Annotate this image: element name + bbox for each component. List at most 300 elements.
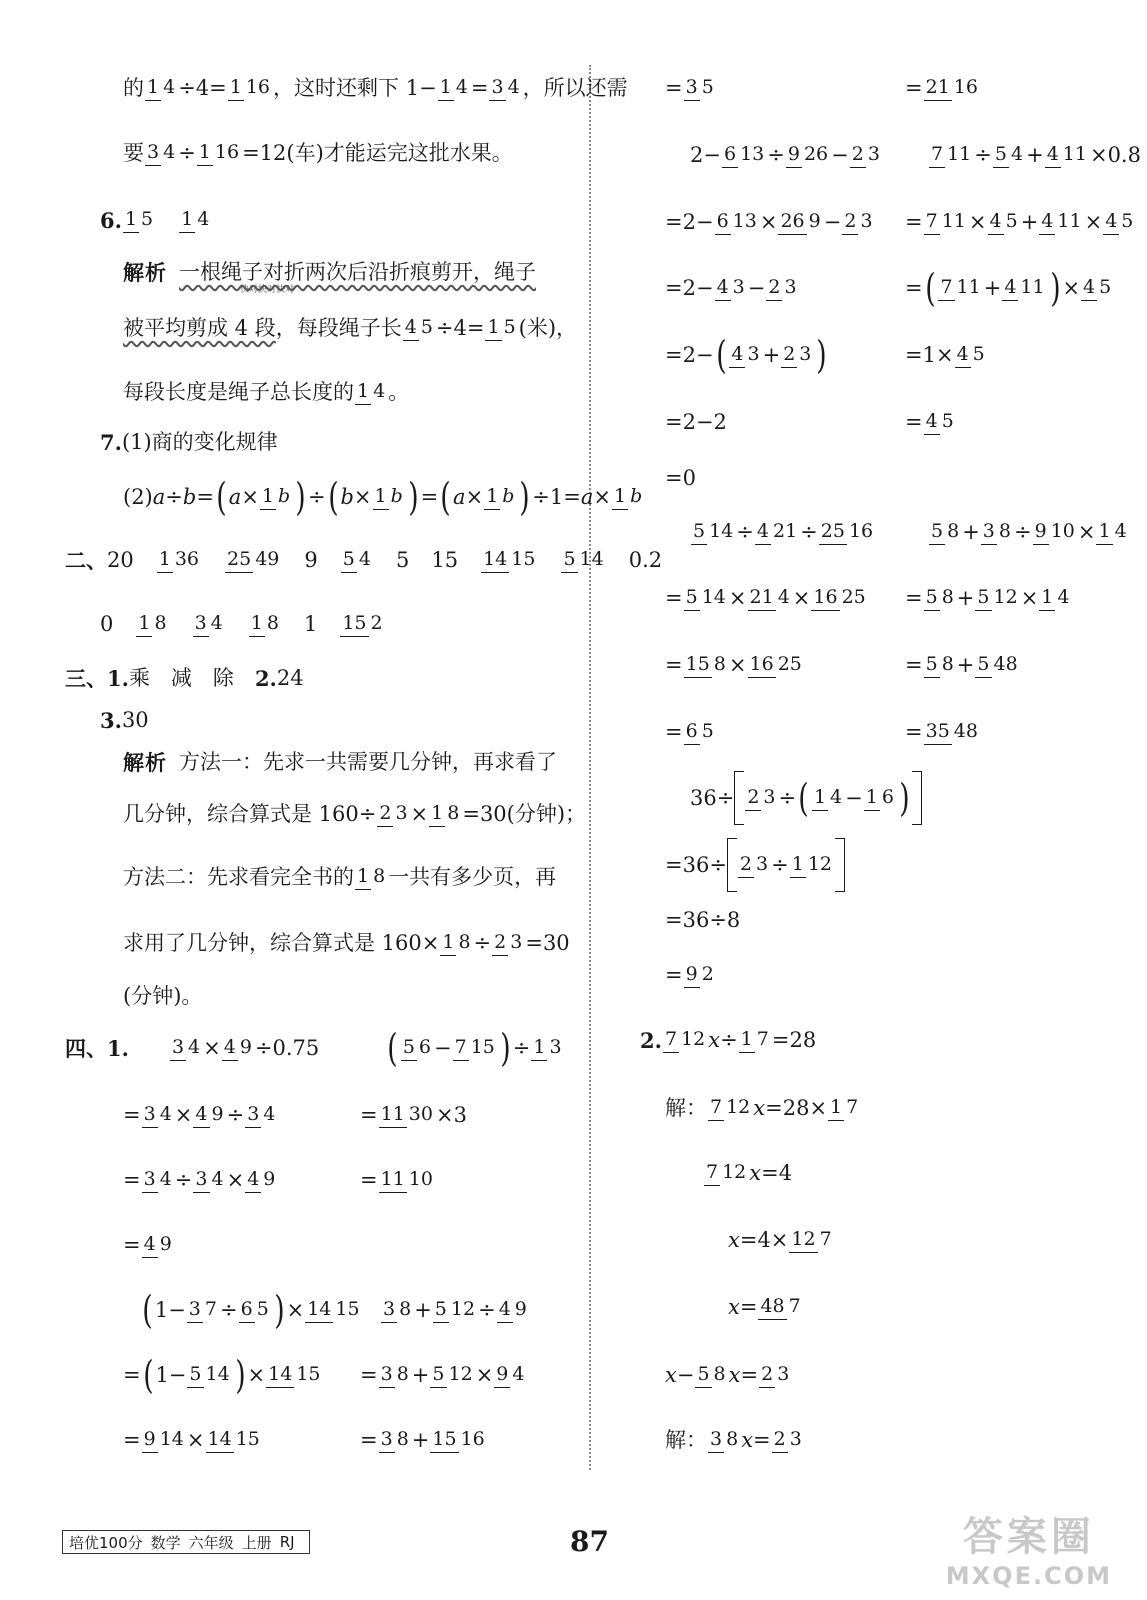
text-line bbox=[690, 510, 876, 554]
text-line bbox=[123, 855, 556, 899]
fraction bbox=[812, 788, 844, 808]
text-run: × bbox=[186, 1427, 205, 1452]
fraction-denominator: 4 bbox=[512, 1363, 525, 1386]
paren-open: ( bbox=[216, 475, 227, 519]
fraction-denominator: 3 bbox=[799, 343, 812, 366]
text-run: ÷ bbox=[226, 1102, 245, 1127]
fraction-numerator: 48 bbox=[758, 1295, 786, 1320]
fraction-numerator: 14 bbox=[481, 548, 509, 573]
text-line bbox=[665, 1418, 805, 1462]
bracket-open bbox=[727, 838, 737, 892]
fraction bbox=[715, 212, 759, 232]
fraction bbox=[430, 1430, 486, 1450]
fraction bbox=[924, 412, 956, 432]
fraction bbox=[403, 318, 435, 338]
fraction-denominator: 12 bbox=[726, 1096, 751, 1119]
fraction-denominator: 16 bbox=[848, 520, 874, 543]
text-run: × bbox=[968, 209, 987, 234]
text-line bbox=[665, 643, 805, 687]
fraction-numerator: 7 bbox=[663, 1028, 679, 1053]
fraction bbox=[373, 487, 405, 507]
text-run: 1− bbox=[155, 1362, 187, 1387]
text-run: =2− bbox=[665, 342, 714, 367]
text-run: × bbox=[759, 209, 778, 234]
item-number: 三、1. bbox=[65, 665, 129, 691]
fraction bbox=[738, 855, 770, 875]
text-run: ÷ bbox=[720, 1027, 738, 1052]
fraction-numerator: 5 bbox=[929, 520, 945, 545]
fraction-numerator: 5 bbox=[975, 586, 991, 611]
fraction-numerator: 9 bbox=[786, 143, 802, 168]
text-line bbox=[360, 1418, 488, 1462]
text-line bbox=[100, 420, 278, 464]
fraction-denominator: b bbox=[278, 485, 291, 508]
fraction-numerator: 4 bbox=[924, 410, 940, 435]
fraction-numerator: 1 bbox=[157, 548, 173, 573]
fraction-denominator: 14 bbox=[701, 586, 726, 609]
text-run: ÷4= bbox=[435, 315, 485, 340]
fraction bbox=[988, 212, 1020, 232]
fraction-numerator: 4 bbox=[142, 1233, 158, 1258]
text-run: =2−2 bbox=[665, 409, 727, 434]
text-run: + bbox=[411, 1427, 430, 1452]
fraction-numerator: 4 bbox=[1045, 143, 1061, 168]
fraction bbox=[1096, 522, 1128, 542]
variable: b bbox=[182, 484, 197, 509]
text-line bbox=[905, 333, 988, 377]
fraction-denominator: 3 bbox=[867, 143, 880, 166]
text-run: ÷ bbox=[736, 519, 754, 544]
text-run: =28 bbox=[771, 1027, 817, 1052]
text-run: = bbox=[665, 652, 683, 677]
fraction-denominator: 48 bbox=[953, 720, 978, 743]
text-run: =1× bbox=[905, 342, 954, 367]
fraction-numerator: 1 bbox=[136, 612, 152, 637]
fraction-denominator: 49 bbox=[255, 548, 280, 571]
fraction-denominator: 4 bbox=[197, 208, 210, 231]
text-line bbox=[640, 1018, 816, 1062]
fraction bbox=[975, 588, 1019, 608]
fraction-denominator: 36 bbox=[174, 548, 200, 571]
fraction-numerator: 12 bbox=[789, 1228, 817, 1253]
fraction-denominator: 4 bbox=[263, 1103, 276, 1126]
variable: x bbox=[749, 1160, 762, 1185]
text-line bbox=[905, 66, 981, 110]
fraction-denominator: 3 bbox=[789, 1428, 802, 1451]
text-run: 。 bbox=[388, 379, 410, 404]
fraction bbox=[929, 145, 973, 165]
variable: x bbox=[753, 1095, 766, 1120]
fraction-denominator: b bbox=[502, 485, 515, 508]
fraction-denominator: 25 bbox=[841, 586, 866, 609]
fraction-denominator: 48 bbox=[993, 653, 1018, 676]
text-line bbox=[100, 198, 212, 242]
fraction-denominator: 8 bbox=[399, 1298, 412, 1321]
fraction-numerator: 2 bbox=[842, 210, 858, 235]
fraction-numerator: 3 bbox=[145, 141, 161, 166]
text-run: 1 bbox=[303, 611, 318, 636]
fraction-denominator: 9 bbox=[808, 210, 821, 233]
fraction bbox=[193, 1170, 225, 1190]
page-number: 87 bbox=[570, 1525, 609, 1558]
text-run: = bbox=[360, 1167, 378, 1192]
fraction-numerator: 15 bbox=[684, 653, 712, 678]
text-run: =28× bbox=[765, 1095, 828, 1120]
fraction-denominator: 5 bbox=[256, 1298, 269, 1321]
fraction-denominator: 16 bbox=[953, 76, 978, 99]
variable: a bbox=[580, 484, 594, 509]
fraction-denominator: 16 bbox=[214, 141, 240, 164]
fraction bbox=[704, 1163, 748, 1183]
fraction bbox=[429, 804, 461, 824]
fraction-denominator: 15 bbox=[235, 1428, 260, 1451]
analysis-label: 解析 bbox=[123, 749, 167, 775]
paren-open: ( bbox=[440, 475, 451, 519]
column-divider bbox=[589, 65, 591, 1470]
text-line bbox=[665, 898, 740, 942]
fraction-numerator: 14 bbox=[266, 1363, 294, 1388]
fraction bbox=[789, 1230, 833, 1250]
text-run: + bbox=[762, 342, 781, 367]
fraction-denominator: 8 bbox=[713, 653, 726, 676]
text-run: =30 bbox=[525, 930, 570, 955]
fraction-numerator: 3 bbox=[708, 1428, 724, 1453]
fraction-numerator: 4 bbox=[1039, 210, 1055, 235]
text-line bbox=[123, 792, 586, 836]
fraction-numerator: 2 bbox=[745, 786, 761, 811]
variable: a bbox=[453, 484, 466, 509]
fraction-numerator: 5 bbox=[993, 143, 1009, 168]
fraction bbox=[850, 145, 882, 165]
fraction bbox=[453, 1038, 497, 1058]
fraction bbox=[142, 1235, 174, 1255]
fraction-numerator: 1 bbox=[145, 76, 161, 101]
text-run: + bbox=[411, 1362, 430, 1387]
text-line bbox=[123, 1353, 324, 1397]
text-run: × bbox=[475, 1362, 494, 1387]
text-run: 方法一：先求一共需要几分钟，再求看了 bbox=[179, 749, 557, 774]
text-line bbox=[123, 370, 409, 414]
fraction-numerator: 1 bbox=[790, 853, 806, 878]
fraction bbox=[260, 487, 292, 507]
overlay-watermark-text: 快对快对快对 bbox=[240, 285, 295, 295]
fraction-denominator: 14 bbox=[205, 1363, 230, 1386]
fraction bbox=[929, 522, 961, 542]
fraction bbox=[377, 804, 409, 824]
fraction-denominator: 12 bbox=[448, 1363, 473, 1386]
fraction-denominator: 5 bbox=[503, 316, 516, 339]
text-line bbox=[360, 1158, 436, 1202]
fraction-numerator: 1 bbox=[1039, 586, 1055, 611]
fraction bbox=[766, 278, 798, 298]
text-line bbox=[665, 1086, 861, 1130]
text-run: 0.2 bbox=[628, 547, 663, 572]
text-run: + bbox=[414, 1297, 432, 1322]
text-run: =30(分钟)； bbox=[462, 801, 587, 826]
fraction-numerator: 3 bbox=[684, 76, 700, 101]
fraction bbox=[1081, 278, 1113, 298]
fraction-denominator: 7 bbox=[819, 1228, 832, 1251]
fraction bbox=[684, 78, 716, 98]
paren-open: ( bbox=[387, 1026, 398, 1070]
fraction-denominator: 4 bbox=[159, 1103, 172, 1126]
fraction bbox=[206, 1430, 262, 1450]
fraction-numerator: 3 bbox=[170, 1036, 186, 1061]
fraction-numerator: 11 bbox=[379, 1168, 407, 1193]
text-run: = bbox=[905, 409, 923, 434]
fraction-denominator: 4 bbox=[358, 548, 371, 571]
fraction bbox=[239, 1300, 271, 1320]
fraction bbox=[381, 1300, 413, 1320]
fraction-denominator: 6 bbox=[881, 786, 894, 809]
text-run: = bbox=[360, 1362, 378, 1387]
fraction bbox=[193, 1105, 225, 1125]
fraction-denominator: 8 bbox=[154, 612, 167, 635]
fraction-denominator: b bbox=[390, 485, 403, 508]
fraction-numerator: 1 bbox=[249, 612, 265, 637]
text-run: 解： bbox=[665, 1095, 707, 1120]
fraction-numerator: 25 bbox=[225, 548, 253, 573]
variable: a bbox=[228, 484, 242, 509]
fraction-denominator: 3 bbox=[510, 931, 523, 954]
fraction bbox=[481, 550, 537, 570]
variable: x bbox=[728, 1227, 740, 1252]
text-run: = bbox=[470, 75, 489, 100]
text-run: − bbox=[747, 275, 766, 300]
text-line bbox=[360, 1353, 527, 1397]
fraction-numerator: 3 bbox=[193, 1168, 209, 1193]
fraction-denominator: 5 bbox=[701, 720, 714, 743]
text-run: 解： bbox=[665, 1427, 707, 1452]
text-run: × bbox=[1020, 585, 1039, 610]
fraction bbox=[1002, 278, 1046, 298]
footer-book-label bbox=[62, 1530, 310, 1554]
variable: x bbox=[741, 1427, 754, 1452]
fraction-numerator: 9 bbox=[1033, 520, 1049, 545]
fraction-numerator: 4 bbox=[715, 276, 731, 301]
fraction-numerator: 1 bbox=[123, 208, 139, 233]
text-run: ÷ bbox=[512, 1035, 531, 1060]
fraction-numerator: 4 bbox=[1103, 210, 1119, 235]
fraction bbox=[492, 933, 524, 953]
fraction-denominator: 8 bbox=[266, 612, 279, 635]
fraction bbox=[748, 655, 804, 675]
text-run: = bbox=[905, 275, 923, 300]
text-line bbox=[905, 643, 1021, 687]
fraction bbox=[1045, 145, 1089, 165]
fraction bbox=[811, 588, 867, 608]
text-line bbox=[665, 843, 845, 887]
fraction-numerator: 2 bbox=[492, 931, 508, 956]
text-run: ÷1= bbox=[532, 484, 581, 509]
fraction bbox=[612, 487, 644, 507]
fraction bbox=[245, 1105, 277, 1125]
paren-close: ) bbox=[500, 1026, 511, 1070]
fraction-denominator: 4 bbox=[211, 1168, 224, 1191]
fraction bbox=[145, 78, 177, 98]
fraction bbox=[748, 588, 792, 608]
fraction-denominator: 3 bbox=[763, 786, 776, 809]
fraction-numerator: 4 bbox=[729, 343, 745, 368]
fraction-numerator: 6 bbox=[239, 1298, 255, 1323]
fraction-numerator: 3 bbox=[381, 1298, 397, 1323]
fraction-numerator: 14 bbox=[305, 1298, 333, 1323]
fraction-numerator: 15 bbox=[340, 612, 368, 637]
fraction-denominator: 5 bbox=[701, 76, 714, 99]
text-run: = bbox=[123, 1232, 141, 1257]
text-line bbox=[665, 456, 696, 500]
fraction-denominator: 2 bbox=[701, 963, 714, 986]
fraction bbox=[187, 1300, 219, 1320]
fraction-numerator: 3 bbox=[142, 1168, 158, 1193]
text-run: =4 bbox=[761, 1160, 793, 1185]
fraction-numerator: 7 bbox=[453, 1036, 469, 1061]
fraction bbox=[249, 614, 281, 634]
text-line bbox=[665, 333, 829, 377]
fraction-numerator: 1 bbox=[440, 931, 456, 956]
text-run: × bbox=[728, 652, 747, 677]
text-run: = bbox=[123, 1102, 141, 1127]
text-line bbox=[665, 576, 869, 620]
fraction-numerator: 5 bbox=[975, 653, 991, 678]
fraction-denominator: 8 bbox=[941, 653, 954, 676]
fraction-numerator: 2 bbox=[766, 276, 782, 301]
fraction bbox=[729, 345, 761, 365]
fraction-denominator: 25 bbox=[777, 653, 802, 676]
fraction-numerator: 4 bbox=[403, 316, 419, 341]
text-line bbox=[140, 1288, 363, 1332]
text-line bbox=[65, 1026, 319, 1070]
paren-close: ) bbox=[234, 1353, 246, 1397]
text-run: × bbox=[410, 801, 429, 826]
text-line bbox=[123, 66, 628, 110]
fraction-denominator: 8 bbox=[998, 520, 1011, 543]
fraction bbox=[170, 1038, 202, 1058]
fraction-numerator: 16 bbox=[811, 586, 839, 611]
text-run: 20 bbox=[107, 547, 134, 572]
fraction bbox=[193, 614, 225, 634]
paren-close: ) bbox=[1049, 266, 1061, 310]
paren-close: ) bbox=[408, 475, 419, 519]
fraction-numerator: 6 bbox=[715, 210, 731, 235]
fraction-numerator: 4 bbox=[988, 210, 1004, 235]
fraction bbox=[993, 145, 1025, 165]
text-run: ÷ bbox=[1013, 519, 1032, 544]
fraction bbox=[684, 588, 728, 608]
text-run: × bbox=[286, 1297, 305, 1322]
text-run: = bbox=[905, 585, 923, 610]
fraction bbox=[955, 345, 987, 365]
fraction-numerator: 2 bbox=[738, 853, 754, 878]
fraction-denominator: 8 bbox=[947, 520, 960, 543]
text-run: 一共有多少页，再 bbox=[388, 864, 557, 889]
fraction bbox=[684, 655, 728, 675]
fraction bbox=[758, 1297, 802, 1317]
fraction bbox=[142, 1430, 186, 1450]
text-run: − bbox=[831, 142, 849, 167]
text-line bbox=[905, 266, 1114, 310]
fraction-numerator: 2 bbox=[377, 802, 393, 827]
fraction-denominator: 26 bbox=[803, 143, 829, 166]
text-run: = bbox=[740, 1362, 759, 1387]
fraction bbox=[142, 1105, 174, 1125]
text-run: = bbox=[753, 1427, 771, 1452]
fraction-numerator: 3 bbox=[379, 1428, 395, 1453]
text-line bbox=[123, 974, 202, 1018]
fraction-numerator: 4 bbox=[1002, 276, 1018, 301]
text-run: 2− bbox=[690, 142, 721, 167]
fraction bbox=[781, 345, 813, 365]
text-run: × bbox=[465, 484, 484, 509]
text-run: 要 bbox=[123, 140, 144, 165]
fraction bbox=[305, 1300, 361, 1320]
fraction bbox=[1039, 212, 1083, 232]
key-phrase: 被平均剪成 4 段 bbox=[123, 315, 276, 340]
fraction-numerator: 1 bbox=[438, 76, 454, 101]
fraction-numerator: 1 bbox=[612, 485, 628, 510]
text-run: 几分钟，综合算式是 160÷ bbox=[123, 801, 377, 826]
fraction bbox=[1103, 212, 1135, 232]
fraction-numerator: 15 bbox=[430, 1428, 458, 1453]
text-line bbox=[665, 710, 717, 754]
fraction bbox=[197, 143, 241, 163]
fraction bbox=[561, 550, 605, 570]
fraction-numerator: 1 bbox=[260, 485, 276, 510]
analysis-label: 解析 bbox=[123, 259, 167, 285]
fraction-denominator: 3 bbox=[732, 276, 745, 299]
text-run: (1)商的变化规律 bbox=[121, 429, 278, 454]
fraction-numerator: 7 bbox=[938, 276, 954, 301]
fraction bbox=[739, 1030, 771, 1050]
fraction-denominator: 16 bbox=[460, 1428, 485, 1451]
fraction bbox=[864, 788, 896, 808]
fraction-numerator: 16 bbox=[748, 653, 776, 678]
fraction-denominator: 15 bbox=[511, 548, 536, 571]
bracket-open bbox=[734, 771, 744, 825]
text-line bbox=[100, 698, 149, 742]
fraction-denominator: 5 bbox=[1099, 276, 1112, 299]
text-run: × bbox=[226, 1167, 245, 1192]
fraction bbox=[433, 1300, 477, 1320]
fraction-denominator: 11 bbox=[947, 143, 972, 166]
fraction bbox=[379, 1365, 411, 1385]
fraction-denominator: 3 bbox=[395, 802, 408, 825]
text-run: = bbox=[665, 75, 683, 100]
text-line bbox=[665, 200, 876, 244]
paren-open: ( bbox=[924, 266, 936, 310]
paren-close: ) bbox=[899, 776, 910, 820]
fraction-denominator: 8 bbox=[373, 865, 386, 888]
text-run: = bbox=[665, 585, 683, 610]
text-run: − bbox=[434, 1035, 452, 1060]
fraction-numerator: 7 bbox=[704, 1161, 720, 1186]
fraction-denominator: 13 bbox=[740, 143, 765, 166]
fraction bbox=[225, 550, 281, 570]
text-run: = bbox=[123, 1427, 141, 1452]
text-run: ×3 bbox=[435, 1102, 467, 1127]
text-run: = bbox=[665, 962, 683, 987]
text-run: × bbox=[1062, 275, 1081, 300]
fraction bbox=[1039, 588, 1071, 608]
footer-edition: RJ bbox=[279, 1533, 295, 1551]
fraction-numerator: 4 bbox=[755, 520, 771, 545]
fraction-numerator: 25 bbox=[819, 520, 847, 545]
fraction bbox=[755, 522, 799, 542]
fraction-denominator: 4 bbox=[777, 586, 790, 609]
fraction-numerator: 5 bbox=[924, 586, 940, 611]
text-run: + bbox=[962, 519, 980, 544]
fraction-numerator: 5 bbox=[691, 520, 707, 545]
